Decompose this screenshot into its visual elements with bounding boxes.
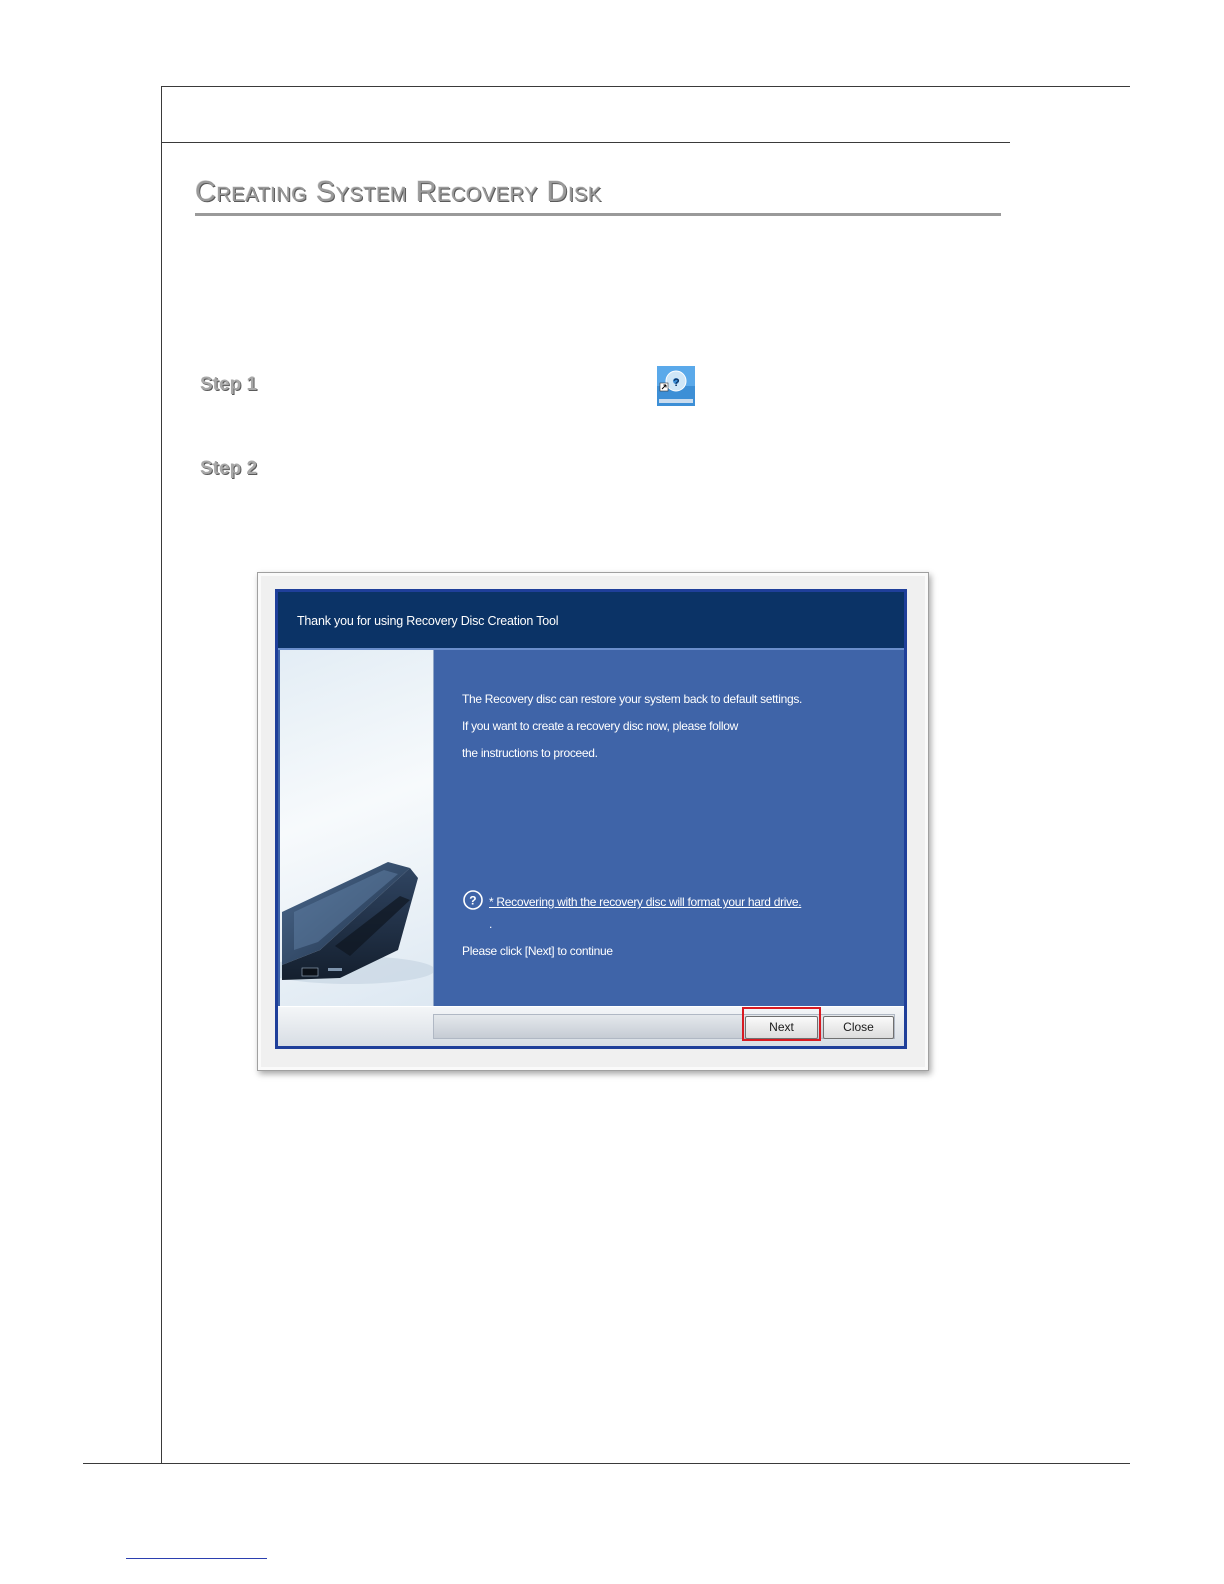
- next-button-highlight: [742, 1007, 821, 1041]
- recovery-disc-dialog: [275, 589, 907, 1049]
- svg-text:?: ?: [673, 377, 680, 389]
- next-button[interactable]: Next: [745, 1016, 818, 1039]
- laptop-illustration: [280, 650, 434, 1006]
- page-bottom-rule: [83, 1463, 1130, 1464]
- dialog-body: [434, 650, 904, 1006]
- section-title: Creating System Recovery Disk: [195, 176, 602, 208]
- recovery-disc-shortcut-icon[interactable]: [657, 366, 695, 406]
- dialog-dot: .: [489, 917, 493, 931]
- header-rule: [162, 142, 1010, 143]
- dialog-text-line-2: If you want to create a recovery disc now, please follow: [462, 719, 739, 733]
- page-left-rule: [161, 86, 162, 1464]
- dialog-text-line-1: The Recovery disc can restore your system back to default settings.: [462, 692, 803, 706]
- format-warning-link[interactable]: * Recovering with the recovery disc will format your hard drive.: [489, 895, 802, 909]
- step-1-label: Step 1: [200, 374, 258, 395]
- dialog-header-title: Thank you for using Recovery Disc Creation Tool: [297, 614, 559, 628]
- continue-instruction: Please click [Next] to continue: [462, 944, 613, 958]
- footer-link-underline: [126, 1558, 267, 1559]
- dialog-text-line-3: the instructions to proceed.: [462, 746, 598, 760]
- page-top-rule: [162, 86, 1130, 87]
- section-title-underline: [195, 213, 1001, 216]
- step-2-label: Step 2: [200, 458, 258, 479]
- close-button[interactable]: Close: [823, 1016, 894, 1039]
- dialog-header: [278, 592, 904, 650]
- question-help-icon: [463, 890, 483, 910]
- svg-text:?: ?: [469, 893, 477, 908]
